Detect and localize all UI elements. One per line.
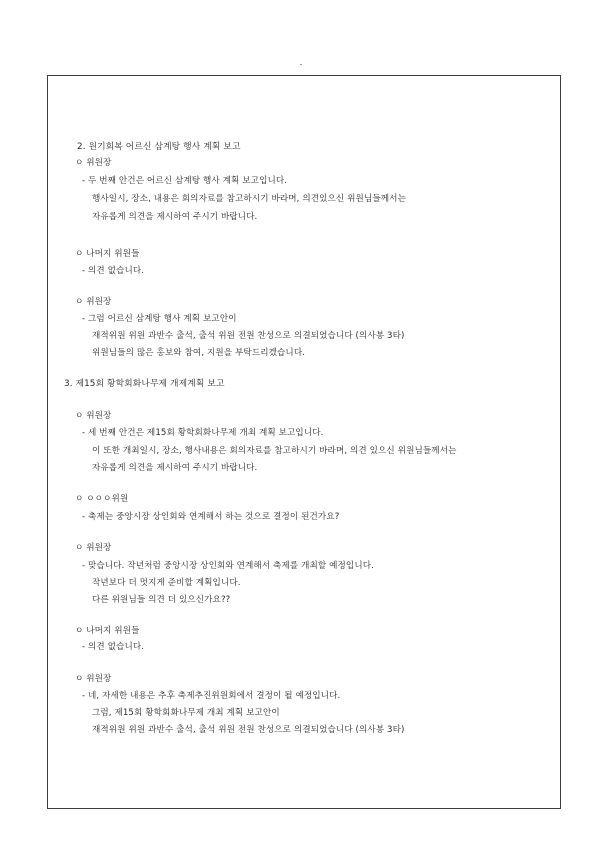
speech-line: - 의견 없습니다. (82, 266, 145, 276)
scan-mark (300, 64, 302, 65)
speech-line: 위원님들의 많은 홍보와 참여, 지원을 부탁드리겠습니다. (92, 348, 306, 358)
agenda-item-3-heading: 3. 제15회 황학회화나무제 개제계획 보고 (64, 379, 225, 389)
speech-line: 작년보다 더 멋지게 준비할 계획입니다. (92, 578, 241, 588)
speech-line: 자유롭게 의견을 제시하여 주시기 바랍니다. (92, 212, 258, 222)
speech-line: - 세 번째 안건은 제15회 황학회화나무제 개최 계획 보고입니다. (82, 428, 324, 438)
speech-line: 행사일시, 장소, 내용은 회의자료를 참고하시기 바라며, 의견있으신 위원님들께서는 (92, 194, 406, 204)
speech-line: - 그럼 어르신 삼계탕 행사 계획 보고안이 (82, 314, 237, 324)
speech-line: 재적위원 위원 과반수 출석, 출석 위원 전원 찬성으로 의결되었습니다 (의사봉 3타) (92, 331, 405, 341)
speech-line: - 네, 자세한 내용은 추후 축제추진위원회에서 결정이 될 예정입니다. (82, 691, 341, 701)
speaker-label: ㅇ 나머지 위원들 (75, 249, 140, 259)
speech-line: - 맞습니다. 작년처럼 중앙시장 상인회와 연계해서 축제를 개최할 예정입니다. (82, 561, 374, 571)
speaker-label: ㅇ 위원장 (75, 411, 112, 421)
speaker-label: ㅇ 나머지 위원들 (75, 626, 140, 636)
speaker-label: ㅇ 위원장 (75, 158, 112, 168)
speech-line: 다른 위원님들 의견 더 있으신가요?? (92, 595, 231, 605)
speaker-label: ㅇ 위원장 (75, 543, 112, 553)
agenda-item-2-heading: 2. 원기회복 어르신 삼계탕 행사 계획 보고 (77, 142, 241, 152)
speaker-label: ㅇ 위원장 (75, 297, 112, 307)
speech-line: 재적위원 위원 과반수 출석, 출석 위원 전원 찬성으로 의결되었습니다 (의사봉 3타) (92, 725, 405, 735)
speech-line: - 두 번째 안건은 어르신 삼계탕 행사 계획 보고입니다. (82, 176, 288, 186)
speaker-label: ㅇ 위원장 (75, 674, 112, 684)
speech-line: 이 또한 개최일시, 장소, 행사내용은 회의자료를 참고하시기 바라며, 의견 있으신 위원님들께서는 (92, 446, 457, 456)
speaker-label: ㅇ ㅇㅇㅇ위원 (75, 494, 129, 504)
speech-line: - 축제는 중앙시장 상인회와 연계해서 하는 것으로 결정이 된건가요? (82, 512, 340, 522)
speech-line: 자유롭게 의견을 제시하여 주시기 바랍니다. (92, 463, 258, 473)
speech-line: 그럼, 제15회 황학회화나무제 개최 계획 보고안이 (92, 708, 280, 718)
speech-line: - 의견 없습니다. (82, 642, 145, 652)
